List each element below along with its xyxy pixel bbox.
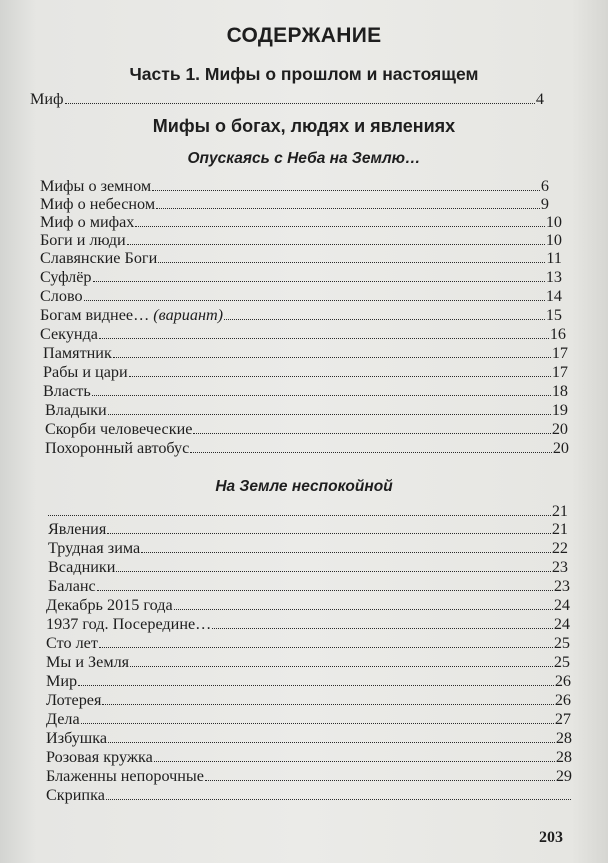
dot-leader xyxy=(129,376,551,377)
toc-entry-page: 6 xyxy=(540,177,549,195)
toc-entry[interactable] xyxy=(40,323,566,343)
dot-leader xyxy=(156,208,540,209)
dot-leader xyxy=(78,685,554,686)
toc-entry[interactable] xyxy=(46,632,570,652)
toc-entry-title: Славянские Боги xyxy=(40,249,158,267)
toc-entry[interactable] xyxy=(40,175,549,195)
toc-entry[interactable] xyxy=(43,361,568,381)
toc-entry[interactable] xyxy=(40,229,562,249)
dot-leader xyxy=(154,761,555,762)
toc-entry-page: 25 xyxy=(553,634,570,652)
contents-title: СОДЕРЖАНИЕ xyxy=(226,24,382,47)
toc-entry-page: 4 xyxy=(535,90,544,108)
dot-leader xyxy=(92,395,551,396)
toc-entry-title: Лотерея xyxy=(46,691,102,709)
dot-leader xyxy=(205,780,555,781)
dot-leader xyxy=(158,262,545,263)
toc-entry-title: Розовая кружка xyxy=(46,748,153,766)
toc-entry-page: 22 xyxy=(551,539,568,557)
toc-entry-title: Сто лет xyxy=(46,634,98,652)
toc-entry-page: 23 xyxy=(553,577,570,595)
toc-entry[interactable] xyxy=(48,556,568,576)
toc-entry-title: Похоронный автобус xyxy=(45,439,190,457)
toc-entry[interactable] xyxy=(46,765,572,785)
dot-leader xyxy=(48,515,551,516)
dot-leader xyxy=(141,552,551,553)
toc-entry-title: Избушка xyxy=(46,729,108,747)
subsection-heading-2: На Земле неспокойной xyxy=(215,478,393,495)
dot-leader xyxy=(107,533,551,534)
dot-leader xyxy=(113,357,551,358)
dot-leader xyxy=(93,281,545,282)
dot-leader xyxy=(106,799,571,800)
toc-entry[interactable] xyxy=(48,518,568,538)
toc-entry[interactable] xyxy=(46,613,570,633)
toc-leader-line xyxy=(48,500,568,520)
toc-entry-page: 29 xyxy=(555,767,572,785)
toc-entry-title: Трудная зима xyxy=(48,539,141,557)
toc-entry-title: Декабрь 2015 года xyxy=(46,596,173,614)
toc-entry-page: 14 xyxy=(545,287,562,305)
dot-leader xyxy=(127,244,545,245)
toc-entry-page: 27 xyxy=(554,710,571,728)
dot-leader xyxy=(152,190,540,191)
toc-entry-title: Блаженны непорочные xyxy=(46,767,204,785)
toc-entry-title: Миф xyxy=(30,90,64,108)
toc-entry-page: 17 xyxy=(551,363,568,381)
toc-entry[interactable] xyxy=(43,342,568,362)
toc-entry-page: 21 xyxy=(551,520,568,538)
toc-entry-title: Мифы о земном xyxy=(40,177,152,195)
toc-entry[interactable] xyxy=(46,708,571,728)
toc-entry-page: 10 xyxy=(545,231,562,249)
toc-entry-title: Владыки xyxy=(45,401,107,419)
toc-entry-title: Богам виднее… xyxy=(40,306,150,324)
toc-entry-title: Власть xyxy=(43,382,91,400)
toc-entry-page: 15 xyxy=(545,306,562,324)
toc-entry[interactable] xyxy=(45,418,568,438)
toc-entry-title: Всадники xyxy=(48,558,116,576)
toc-entry-title: Скрипка xyxy=(46,786,105,804)
toc-entry-title: Дела xyxy=(46,710,80,728)
dot-leader xyxy=(224,319,545,320)
dot-leader xyxy=(130,666,553,667)
dot-leader xyxy=(81,723,554,724)
toc-entry-page: 26 xyxy=(554,672,571,690)
toc-entry-page: 11 xyxy=(546,249,562,267)
toc-entry-page: 24 xyxy=(553,615,570,633)
part-1-heading: Часть 1. Мифы о прошлом и настоящем xyxy=(129,64,479,84)
page-number: 203 xyxy=(539,829,563,846)
dot-leader xyxy=(102,704,553,705)
toc-entry[interactable] xyxy=(48,537,568,557)
dot-leader xyxy=(99,338,549,339)
toc-entry-page: 21 xyxy=(551,502,568,520)
dot-leader xyxy=(190,452,551,453)
toc-entry[interactable] xyxy=(40,193,549,213)
toc-entry-page: 24 xyxy=(553,596,570,614)
toc-entry-title: Суфлёр xyxy=(40,268,92,286)
toc-entry-page: 28 xyxy=(555,748,572,766)
toc-entry-page: 18 xyxy=(551,382,568,400)
toc-entry-title: Явления xyxy=(48,520,107,538)
subsection-heading-1: Опускаясь с Неба на Землю… xyxy=(187,150,421,167)
dot-leader xyxy=(108,742,555,743)
toc-entry-title: Миф о мифах xyxy=(40,213,135,231)
toc-entry[interactable] xyxy=(45,437,569,457)
dot-leader xyxy=(97,590,553,591)
toc-entry[interactable] xyxy=(40,247,562,267)
toc-entry[interactable] xyxy=(48,575,570,595)
toc-entry-title: Секунда xyxy=(40,325,98,343)
toc-entry-page: 20 xyxy=(551,420,568,438)
dot-leader xyxy=(108,414,551,415)
toc-entry-title: Слово xyxy=(40,287,83,305)
toc-entry-page: 23 xyxy=(551,558,568,576)
toc-entry-page: 25 xyxy=(553,653,570,671)
toc-entry-page: 17 xyxy=(551,344,568,362)
section-heading: Мифы о богах, людях и явлениях xyxy=(152,116,456,136)
toc-entry-page: 13 xyxy=(545,268,562,286)
toc-entry-page: 28 xyxy=(555,729,572,747)
dot-leader xyxy=(84,300,545,301)
toc-entry-title: 1937 год. Посередине… xyxy=(46,615,212,633)
toc-entry-title: Боги и люди xyxy=(40,231,126,249)
toc-entry-title: Рабы и цари xyxy=(43,363,128,381)
toc-entry[interactable] xyxy=(46,594,570,614)
toc-entry[interactable] xyxy=(46,784,572,804)
dot-leader xyxy=(212,628,552,629)
toc-entry-page: 26 xyxy=(554,691,571,709)
toc-entry[interactable] xyxy=(40,266,562,286)
toc-entry-page: 20 xyxy=(552,439,569,457)
toc-entry[interactable] xyxy=(40,285,562,305)
dot-leader xyxy=(99,647,553,648)
toc-entry[interactable] xyxy=(46,670,571,690)
dot-leader xyxy=(135,226,544,227)
toc-entry[interactable] xyxy=(46,727,572,747)
toc-entry[interactable] xyxy=(43,380,568,400)
dot-leader xyxy=(193,433,550,434)
toc-entry-page: 9 xyxy=(540,195,549,213)
toc-entry-title: Памятник xyxy=(43,344,112,362)
dot-leader xyxy=(65,103,535,104)
toc-entry-page: 16 xyxy=(549,325,566,343)
toc-entry[interactable] xyxy=(46,689,571,709)
dot-leader xyxy=(174,609,553,610)
toc-entry-title: Скорби человеческие xyxy=(45,420,193,438)
toc-entry[interactable] xyxy=(46,651,570,671)
toc-entry-page: 10 xyxy=(545,213,562,231)
toc-entry[interactable] xyxy=(40,211,562,231)
toc-entry-variant: (вариант) xyxy=(153,306,224,324)
toc-entry[interactable] xyxy=(30,88,544,108)
dot-leader xyxy=(116,571,550,572)
toc-entry[interactable] xyxy=(45,399,568,419)
toc-entry-title: Баланс xyxy=(48,577,96,595)
toc-entry[interactable] xyxy=(40,304,562,324)
toc-entry-page: 19 xyxy=(551,401,568,419)
toc-entry-title: Миф о небесном xyxy=(40,195,156,213)
toc-entry-title: Мир xyxy=(46,672,78,690)
toc-entry[interactable] xyxy=(46,746,572,766)
toc-entry-title: Мы и Земля xyxy=(46,653,130,671)
